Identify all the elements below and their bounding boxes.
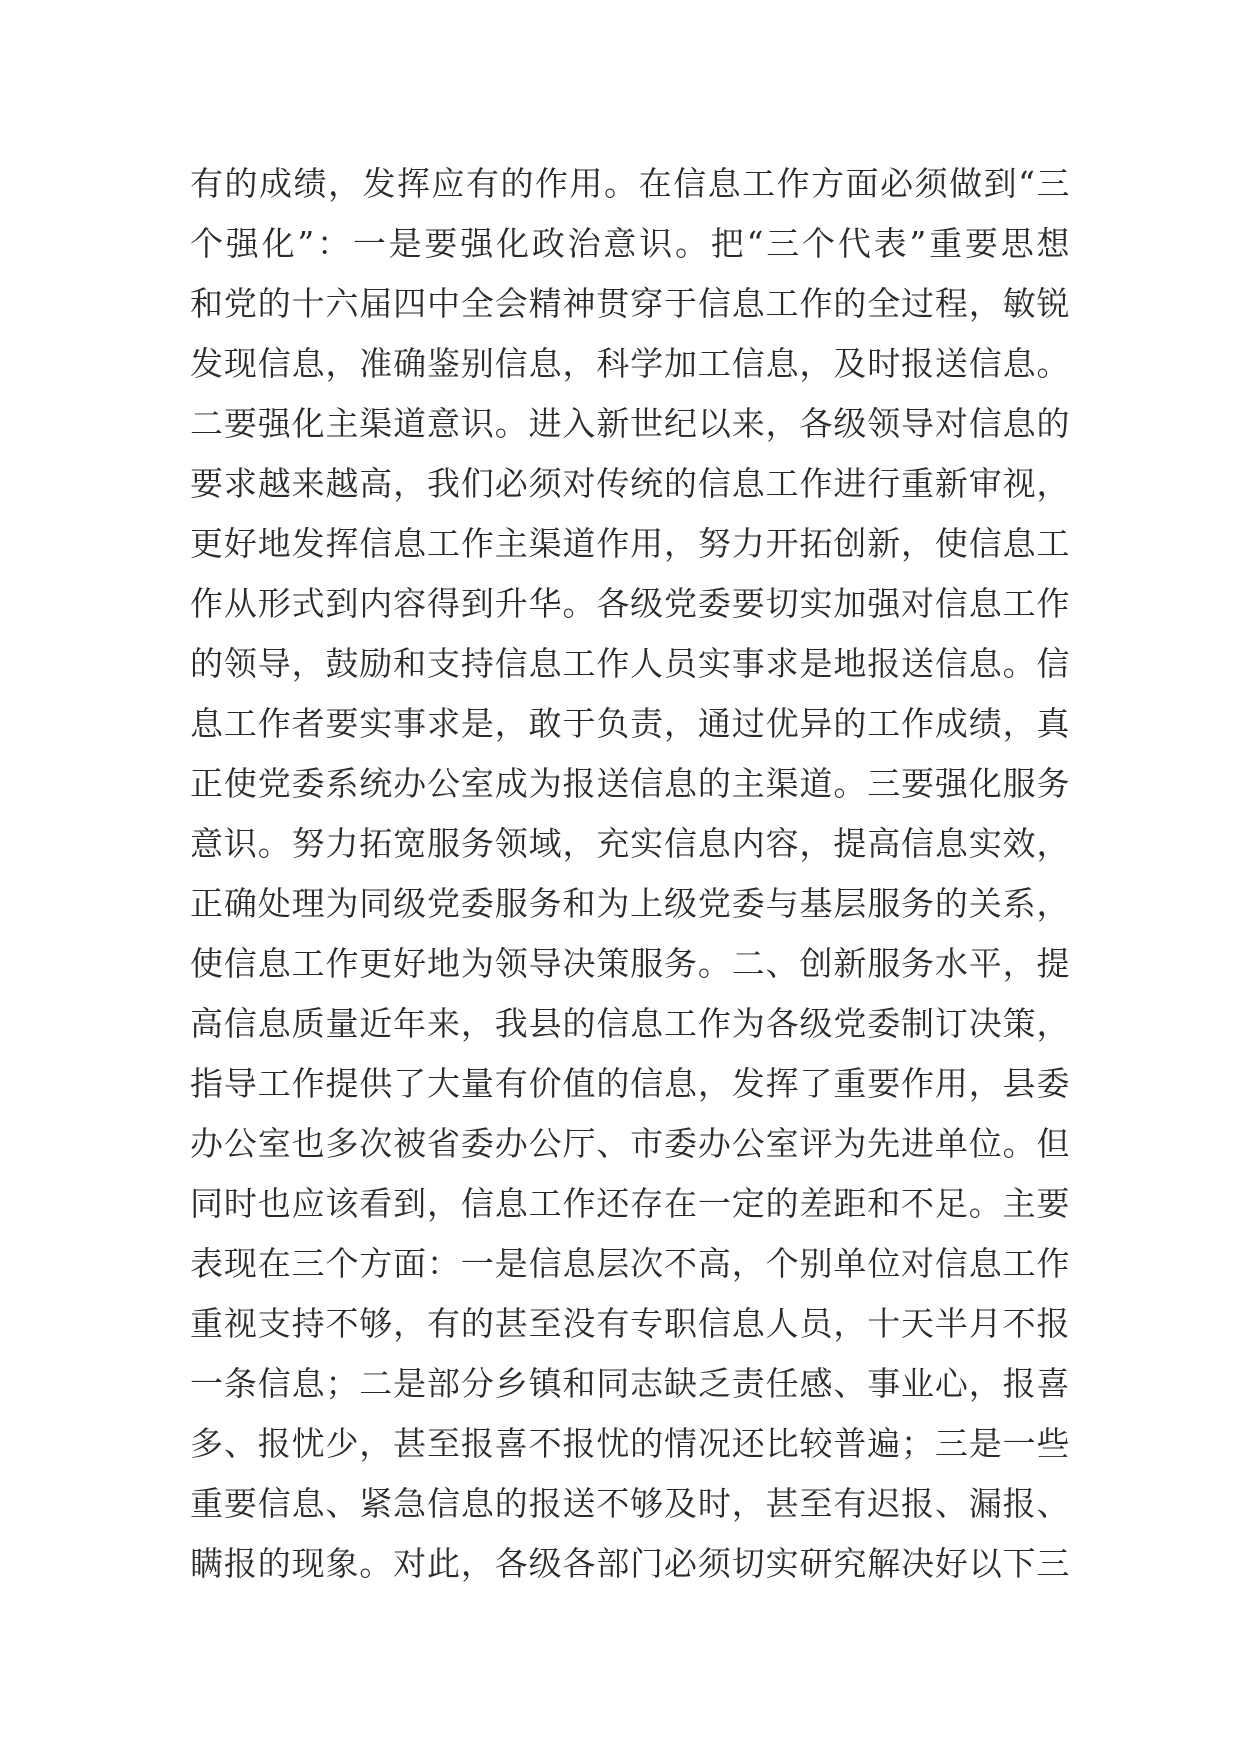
- text-line: 多、报忧少，甚至报喜不报忧的情况还比较普遍；三是一些: [190, 1424, 1070, 1463]
- text-line: 个强化”：一是要强化政治意识。把“三个代表”重要思想: [190, 224, 1070, 263]
- text-line: 同时也应该看到，信息工作还存在一定的差距和不足。主要: [190, 1184, 1070, 1223]
- text-line: 重视支持不够，有的甚至没有专职信息人员，十天半月不报: [190, 1304, 1070, 1343]
- body-text: [190, 154, 1070, 1594]
- text-line: 正使党委系统办公室成为报送信息的主渠道。三要强化服务: [190, 764, 1070, 803]
- text-line: 息工作者要实事求是，敢于负责，通过优异的工作成绩，真: [190, 704, 1070, 743]
- text-line: 更好地发挥信息工作主渠道作用，努力开拓创新，使信息工: [190, 524, 1070, 563]
- text-line: 的领导，鼓励和支持信息工作人员实事求是地报送信息。信: [190, 644, 1070, 683]
- text-line: 正确处理为同级党委服务和为上级党委与基层服务的关系，: [190, 884, 1070, 923]
- text-line: 指导工作提供了大量有价值的信息，发挥了重要作用，县委: [190, 1064, 1070, 1103]
- text-line: 和党的十六届四中全会精神贯穿于信息工作的全过程，敏锐: [190, 284, 1070, 323]
- text-line: 使信息工作更好地为领导决策服务。二、创新服务水平，提: [190, 944, 1070, 983]
- text-line: 表现在三个方面：一是信息层次不高，个别单位对信息工作: [190, 1244, 1070, 1283]
- text-line: 要求越来越高，我们必须对传统的信息工作进行重新审视，: [190, 464, 1070, 503]
- text-line: 发现信息，准确鉴别信息，科学加工信息，及时报送信息。: [190, 344, 1070, 383]
- text-line: 有的成绩，发挥应有的作用。在信息工作方面必须做到“三: [190, 164, 1070, 203]
- text-line: 二要强化主渠道意识。进入新世纪以来，各级领导对信息的: [190, 404, 1070, 443]
- text-line: 重要信息、紧急信息的报送不够及时，甚至有迟报、漏报、: [190, 1484, 1070, 1523]
- text-line: 作从形式到内容得到升华。各级党委要切实加强对信息工作: [190, 584, 1070, 623]
- text-line: 高信息质量近年来，我县的信息工作为各级党委制订决策，: [190, 1004, 1070, 1043]
- text-line: 一条信息；二是部分乡镇和同志缺乏责任感、事业心，报喜: [190, 1364, 1070, 1403]
- text-line: 办公室也多次被省委办公厅、市委办公室评为先进单位。但: [190, 1124, 1070, 1163]
- text-line: 瞒报的现象。对此，各级各部门必须切实研究解决好以下三: [190, 1544, 1070, 1583]
- text-line: 意识。努力拓宽服务领域，充实信息内容，提高信息实效，: [190, 824, 1070, 863]
